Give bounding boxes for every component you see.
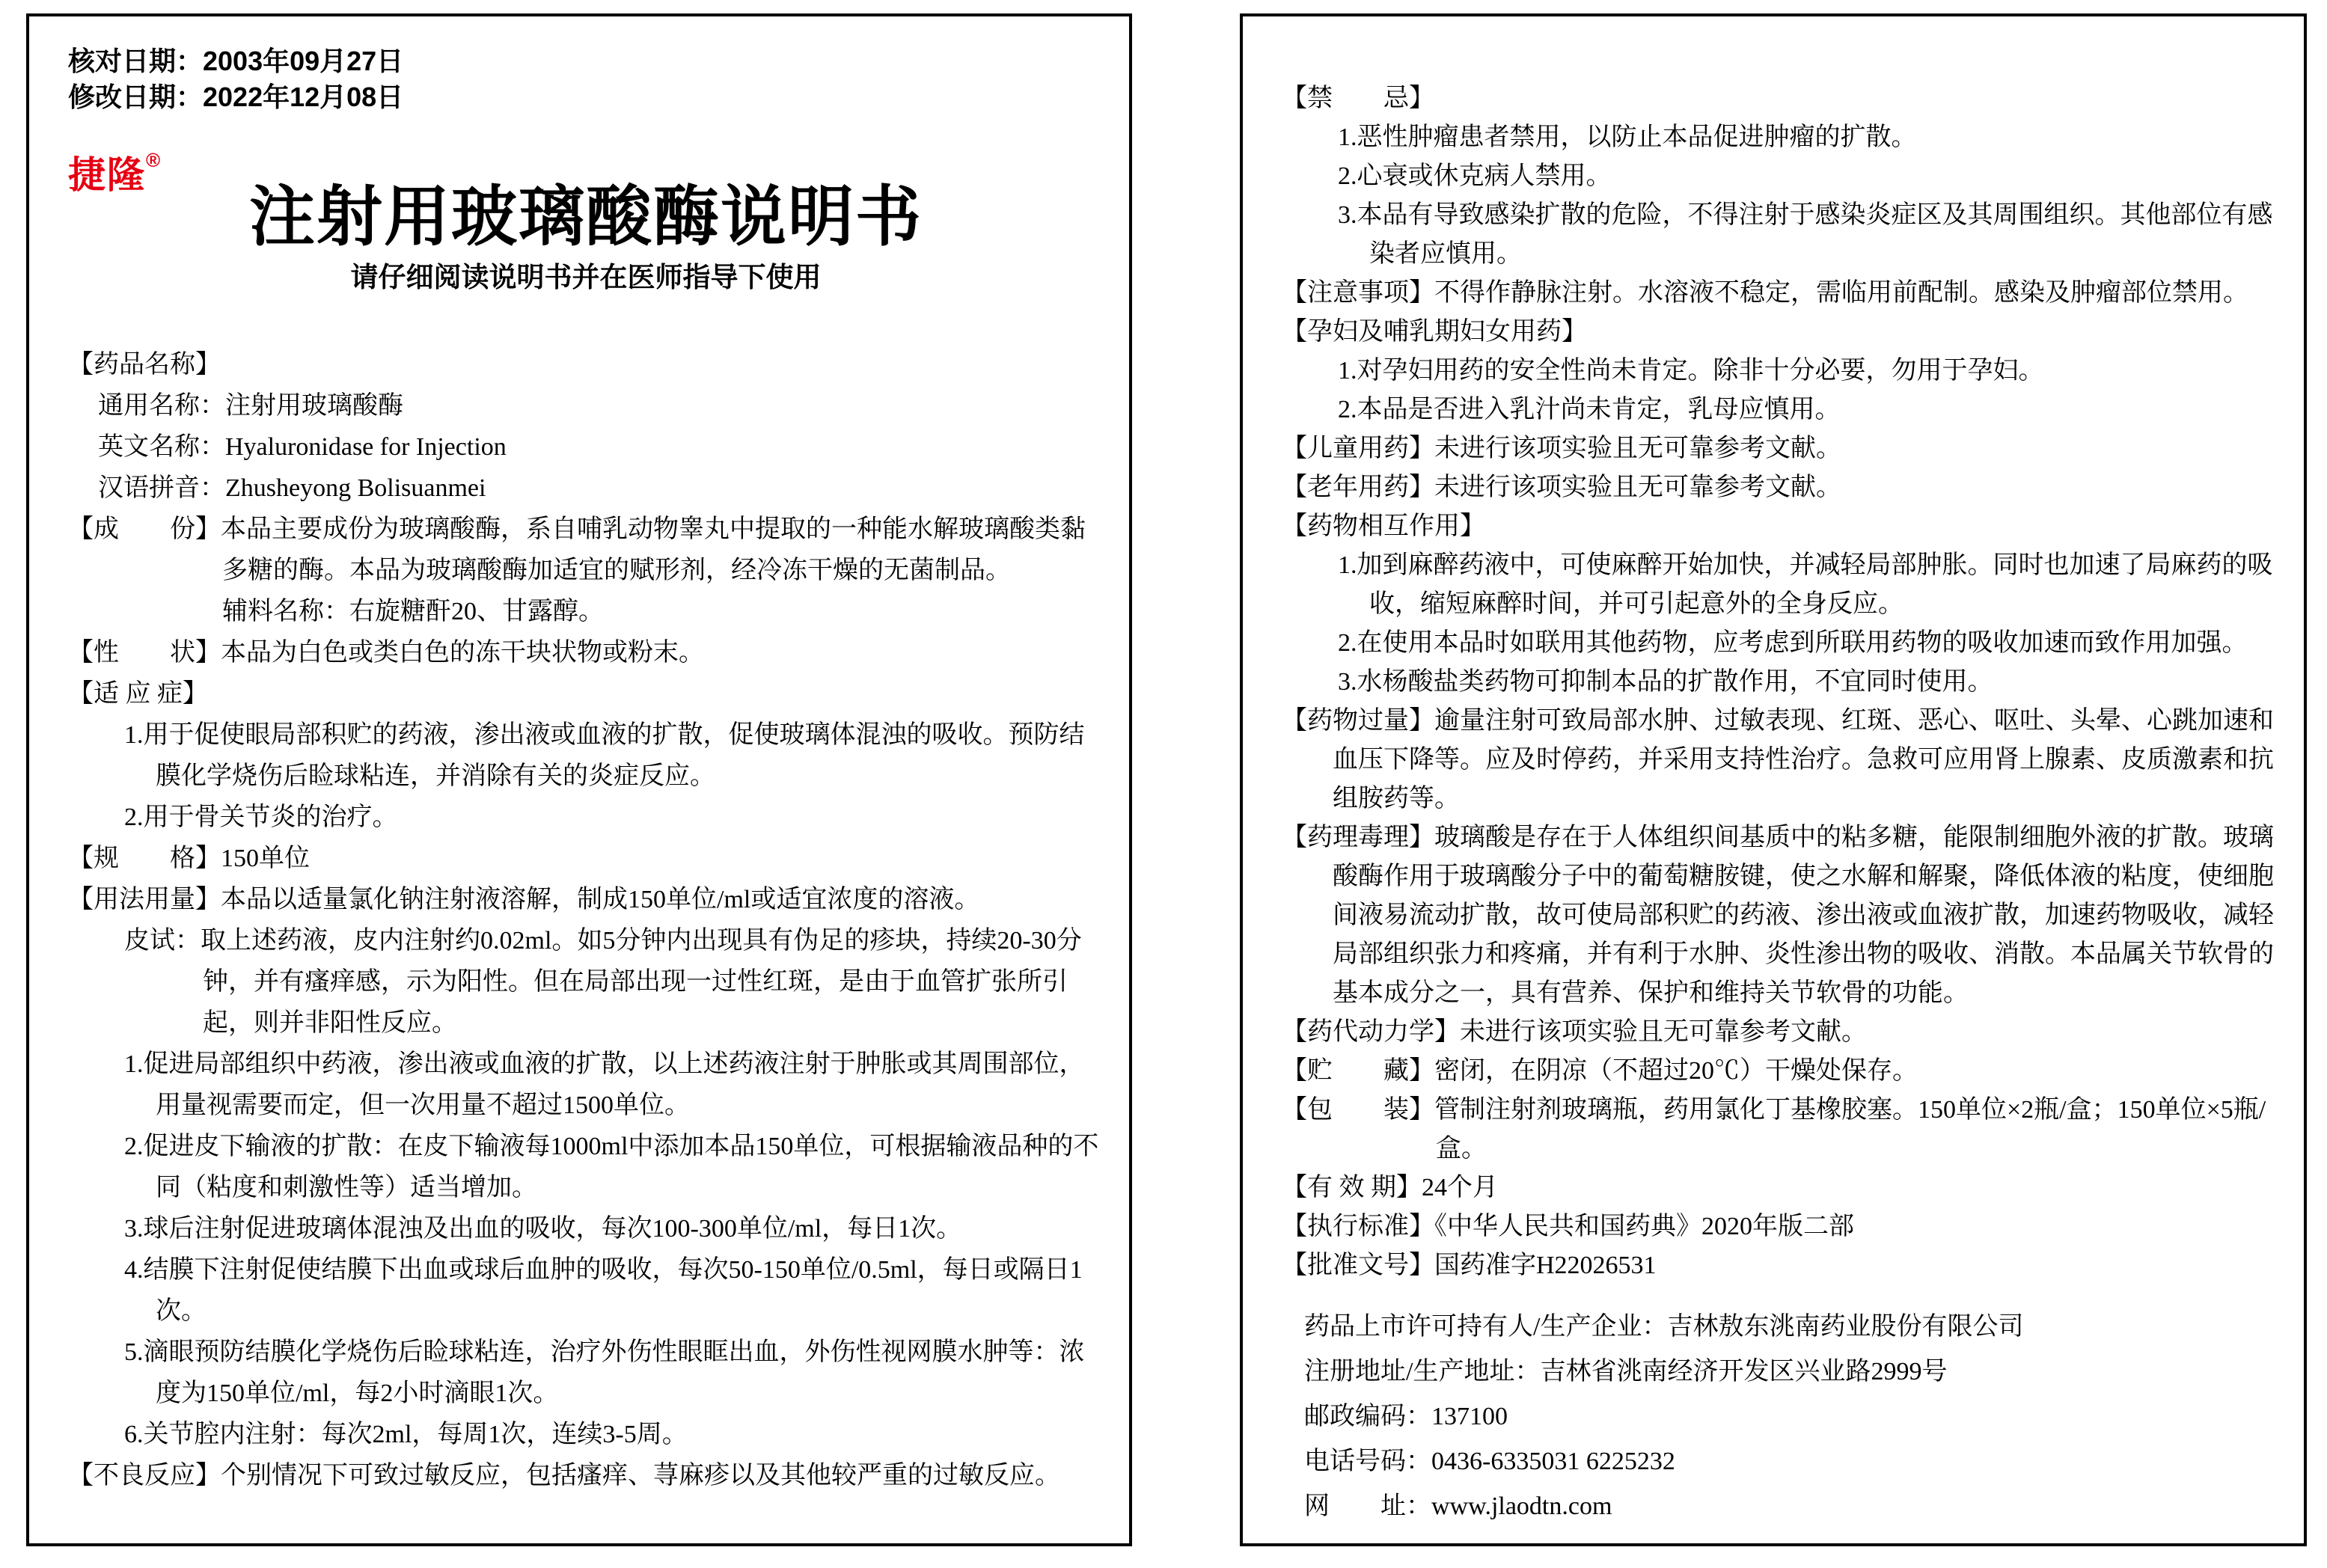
- line-generic-name: 通用名称：注射用玻璃酸酶: [98, 392, 403, 420]
- contraindication-item-3: 3.本品有导致感染扩散的危险，不得注射于感染炎症区及其周围组织。其他部位有感染者应慎用。: [1338, 201, 2273, 268]
- contraindication-item-2: 2.心衰或休克病人禁用。: [1338, 162, 1612, 190]
- manufacturer-block: [1282, 1305, 2281, 1529]
- dosage-item-1: 1.促进局部组织中药液，渗出液或血液的扩散，以上述药液注射于肿胀或其周围部位，用量视需要而定，但一次用量不超过1500单位。: [124, 1050, 1085, 1119]
- registered-trademark-icon: ®: [146, 149, 161, 171]
- dosage-skin-test: 皮试：取上述药液，皮内注射约0.02ml。如5分钟内出现具有伪足的疹块，持续20-30分钟，并有瘙痒感，示为阳性。但在局部出现一过性红斑，是由于血管扩张所引起，则并非阳性反应。: [124, 927, 1082, 1037]
- doc-title: 注射用玻璃酸酶说明书: [248, 180, 923, 254]
- section-pharmacology: 【药理毒理】玻璃酸是存在于人体组织间基质中的粘多糖，能限制细胞外液的扩散。玻璃酸酶作用于玻璃酸分子中的葡萄糖胺键，使之水解和解聚，降低体液的粘度，使细胞间液易流动扩散，故可使局部积贮的药液、渗出液或血液扩散，加速药物吸收，减轻局部组织张力和疼痛，并有利于水肿、炎性渗出物的吸收、消散。本品属关节软骨的基本成分之一，具有营养、保护和维持关节软骨的功能。: [1282, 824, 2274, 1007]
- line-website: 网 址：www.jlaodtn.com: [1304, 1492, 1612, 1520]
- section-contraindications: 【禁 忌】: [1282, 85, 1434, 112]
- dosage-item-2: 2.促进皮下输液的扩散：在皮下输液每1000ml中添加本品150单位，可根据输液品种的不同（粘度和刺激性等）适当增加。: [124, 1133, 1099, 1201]
- dosage-item-5: 5.滴眼预防结膜化学烧伤后睑球粘连，治疗外伤性眼眶出血，外伤性视网膜水肿等：浓度为150单位/ml，每2小时滴眼1次。: [124, 1338, 1085, 1407]
- line-excipients: 辅料名称：右旋糖酐20、甘露醇。: [222, 598, 604, 625]
- indication-item-1: 1.用于促使眼局部积贮的药液，渗出液或血液的扩散，促使玻璃体混浊的吸收。预防结膜化学烧伤后睑球粘连，并消除有关的炎症反应。: [124, 721, 1085, 790]
- page-right-leaflet: [1240, 13, 2307, 1546]
- left-page-body: [68, 344, 1104, 1496]
- dosage-item-3: 3.球后注射促进玻璃体混浊及出血的吸收，每次100-300单位/ml，每日1次。: [124, 1215, 962, 1243]
- section-strength: 【规 格】150单位: [68, 845, 310, 872]
- section-indications: 【适 应 症】: [68, 680, 208, 708]
- section-precautions: 【注意事项】不得作静脉注射。水溶液不稳定，需临用前配制。感染及肿瘤部位禁用。: [1282, 279, 2248, 307]
- doc-subtitle: 请仔细阅读说明书并在医师指导下使用: [350, 262, 822, 293]
- pregnancy-item-2: 2.本品是否进入乳汁尚未肯定，乳母应慎用。: [1338, 396, 1841, 423]
- interaction-item-3: 3.水杨酸盐类药物可抑制本品的扩散作用，不宜同时使用。: [1338, 668, 1993, 696]
- section-shelf-life: 【有 效 期】24个月: [1282, 1174, 1498, 1201]
- pregnancy-item-1: 1.对孕妇用药的安全性尚未肯定。除非十分必要，勿用于孕妇。: [1338, 357, 2044, 385]
- line-postal-code: 邮政编码：137100: [1304, 1403, 1508, 1430]
- section-geriatric-use: 【老年用药】未进行该项实验且无可靠参考文献。: [1282, 474, 1841, 501]
- section-pharmacokinetics: 【药代动力学】未进行该项实验且无可靠参考文献。: [1282, 1018, 1867, 1046]
- interaction-item-2: 2.在使用本品时如联用其他药物，应考虑到所联用药物的吸收加速而致作用加强。: [1338, 629, 2248, 657]
- section-dosage: 【用法用量】本品以适量氯化钠注射液溶解，制成150单位/ml或适宜浓度的溶液。: [68, 886, 980, 913]
- indication-item-2: 2.用于骨关节炎的治疗。: [124, 803, 398, 831]
- section-description: 【性 状】本品为白色或类白色的冻干块状物或粉末。: [68, 639, 704, 667]
- section-packaging: 【包 装】管制注射剂玻璃瓶，药用氯化丁基橡胶塞。150单位×2瓶/盒；150单位×5瓶/盒。: [1282, 1096, 2266, 1163]
- dosage-item-6: 6.关节腔内注射：每次2ml，每周1次，连续3-5周。: [124, 1421, 688, 1448]
- dosage-item-4: 4.结膜下注射促使结膜下出血或球后血肿的吸收，每次50-150单位/0.5ml，每日或隔日1次。: [124, 1256, 1083, 1325]
- modify-date: 修改日期：2022年12月08日: [68, 82, 404, 112]
- right-page-body: [1282, 79, 2281, 1529]
- brand-name: 捷隆: [68, 154, 146, 196]
- section-approval-number: 【批准文号】国药准字H22026531: [1282, 1252, 1657, 1279]
- section-storage: 【贮 藏】密闭，在阴凉（不超过20℃）干燥处保存。: [1282, 1057, 1918, 1085]
- line-pinyin-name: 汉语拼音：Zhusheyong Bolisuanmei: [98, 474, 486, 502]
- section-composition: 【成 份】本品主要成份为玻璃酸酶，系自哺乳动物睾丸中提取的一种能水解玻璃酸类黏多糖的酶。本品为玻璃酸酶加适宜的赋形剂，经冷冻干燥的无菌制品。: [68, 515, 1086, 584]
- line-phone-number: 电话号码：0436-6335031 6225232: [1304, 1448, 1675, 1475]
- section-adverse-reactions: 【不良反应】个别情况下可致过敏反应，包括瘙痒、荨麻疹以及其他较严重的过敏反应。: [68, 1462, 1060, 1489]
- line-marketing-holder: 药品上市许可持有人/生产企业：吉林敖东洮南药业股份有限公司: [1304, 1313, 2024, 1341]
- section-overdose: 【药物过量】逾量注射可致局部水肿、过敏表现、红斑、恶心、呕吐、头晕、心跳加速和血压下降等。应及时停药，并采用支持性治疗。急救可应用肾上腺素、皮质激素和抗组胺药等。: [1282, 707, 2274, 812]
- contraindication-item-1: 1.恶性肿瘤患者禁用，以防止本品促进肿瘤的扩散。: [1338, 123, 1917, 151]
- section-pregnancy: 【孕妇及哺乳期妇女用药】: [1282, 318, 1587, 346]
- section-pediatric-use: 【儿童用药】未进行该项实验且无可靠参考文献。: [1282, 435, 1841, 462]
- section-drug-name: 【药品名称】: [68, 351, 221, 379]
- section-standard: 【执行标准】《中华人民共和国药典》2020年版二部: [1282, 1213, 1854, 1240]
- line-english-name: 英文名称：Hyaluronidase for Injection: [98, 433, 507, 461]
- check-date: 核对日期：2003年09月27日: [68, 46, 404, 76]
- page-left-leaflet: [26, 13, 1132, 1546]
- section-drug-interactions: 【药物相互作用】: [1282, 512, 1485, 540]
- line-registered-address: 注册地址/生产地址：吉林省洮南经济开发区兴业路2999号: [1304, 1358, 1948, 1385]
- interaction-item-1: 1.加到麻醉药液中，可使麻醉开始加快，并减轻局部肿胀。同时也加速了局麻药的吸收，缩短麻醉时间，并可引起意外的全身反应。: [1338, 551, 2273, 618]
